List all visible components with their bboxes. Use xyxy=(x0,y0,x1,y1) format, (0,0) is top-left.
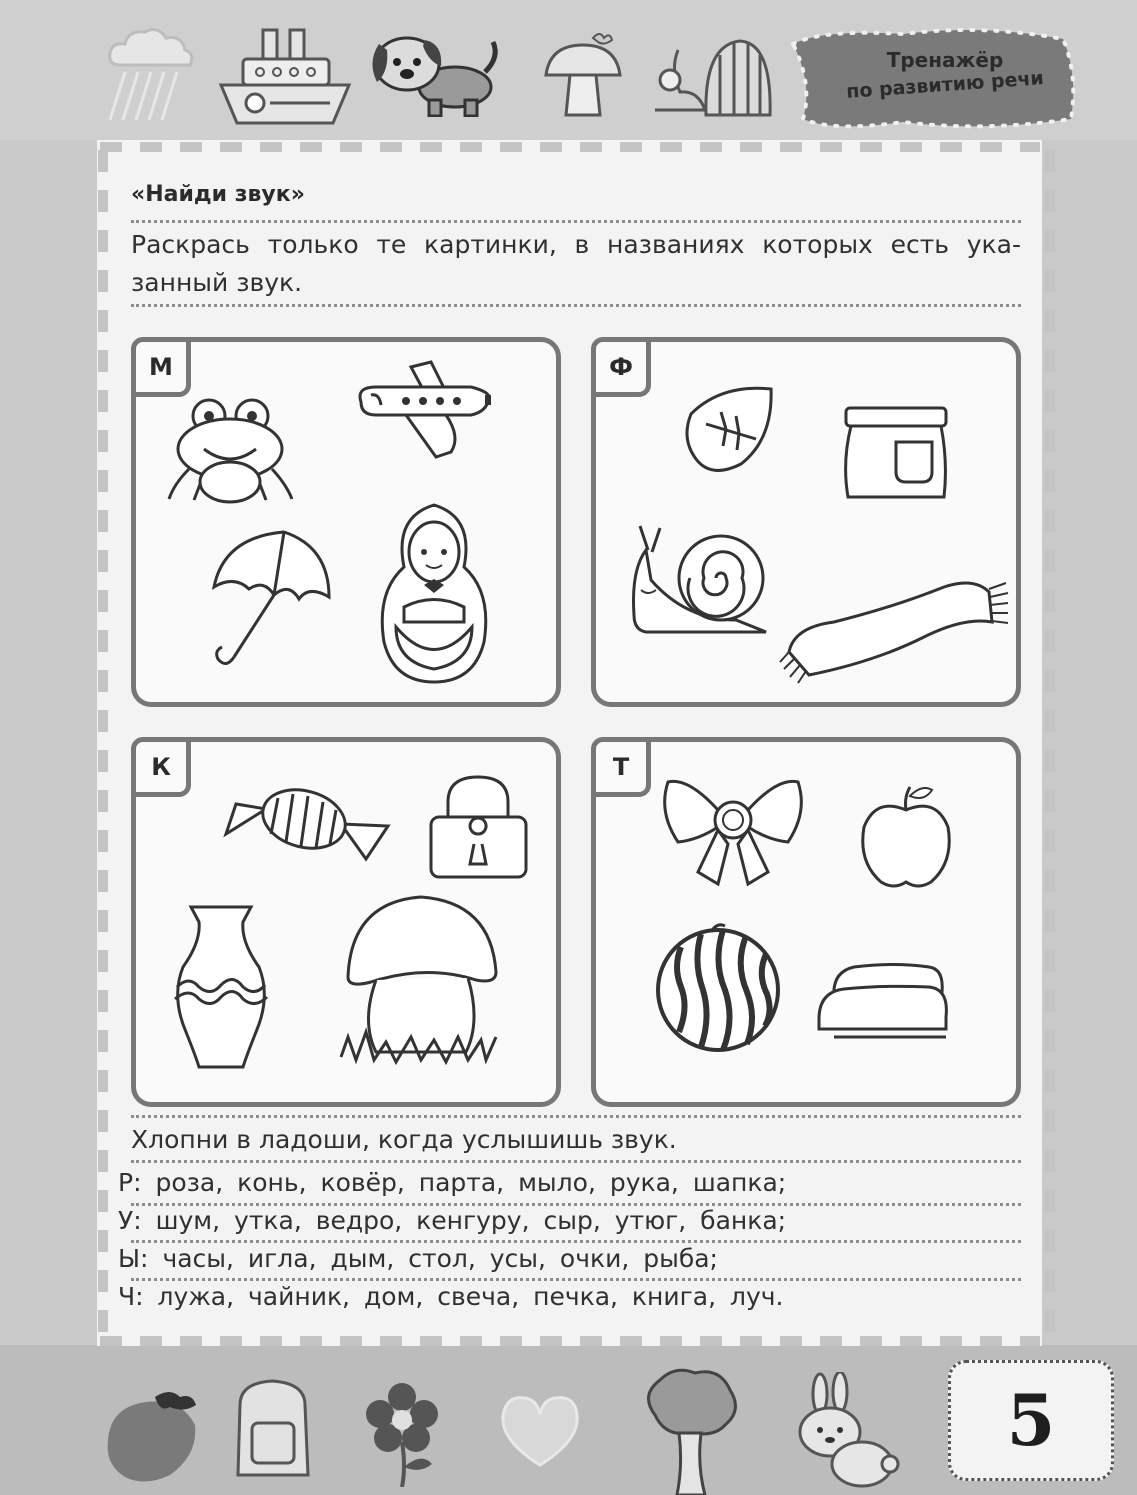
scarf-icon[interactable] xyxy=(774,567,1014,687)
dotted-rule xyxy=(131,1278,1021,1281)
ship-icon xyxy=(215,25,355,130)
sound-label: Ч: xyxy=(118,1282,144,1311)
exercise-instruction xyxy=(131,226,1021,302)
puppy-icon xyxy=(365,22,505,117)
sound-label: У: xyxy=(118,1206,142,1235)
flower-icon xyxy=(362,1382,442,1487)
panel-letter: Ф xyxy=(591,337,651,397)
sound-words: лужа, чайник, дом, свеча, печка, книга, луч. xyxy=(157,1282,784,1311)
tree-icon xyxy=(635,1365,745,1495)
badge-line-2: по развитию речи xyxy=(845,67,1045,103)
instruction-line-1: Раскрась только те картинки, в названиях которых есть ука- xyxy=(131,230,1021,259)
dotted-rule xyxy=(131,304,1021,307)
panel-sound-t xyxy=(591,737,1021,1107)
frame-dashes-top xyxy=(100,140,1040,154)
panel-sound-f xyxy=(591,337,1021,707)
sound-line-ch xyxy=(118,1282,1018,1311)
dotted-rule xyxy=(131,1115,1021,1118)
watermelon-icon[interactable] xyxy=(651,922,786,1057)
page-number: 5 xyxy=(948,1360,1114,1481)
frame-dashes-left xyxy=(96,150,110,1340)
panel-letter: М xyxy=(131,337,191,397)
clap-instruction: Хлопни в ладоши, когда услышишь звук. xyxy=(131,1125,677,1154)
panel-sound-m xyxy=(131,337,561,707)
leaf-icon[interactable] xyxy=(681,384,781,479)
frame-dashes-bottom xyxy=(100,1334,1040,1348)
frame-dashes-right xyxy=(1043,150,1057,1340)
panel-sound-k xyxy=(131,737,561,1107)
sound-label: Р: xyxy=(118,1168,142,1197)
panel-letter: Т xyxy=(591,737,651,797)
sound-line-r xyxy=(118,1168,1018,1197)
shoes-icon[interactable] xyxy=(814,957,954,1047)
heart-icon xyxy=(495,1390,585,1470)
sound-label: Ы: xyxy=(118,1244,149,1273)
mushroom-icon[interactable] xyxy=(336,892,511,1072)
matryoshka-icon[interactable] xyxy=(374,497,494,687)
mushroom-butterfly-icon xyxy=(538,30,628,120)
dotted-rule xyxy=(131,1160,1021,1163)
strawberry-icon xyxy=(100,1385,200,1485)
sound-words: шум, утка, ведро, кенгуру, сыр, утюг, банка; xyxy=(155,1206,787,1235)
dotted-rule xyxy=(131,1240,1021,1243)
airplane-icon[interactable] xyxy=(351,357,496,467)
vase-icon[interactable] xyxy=(171,897,271,1072)
sound-words: роза, конь, ковёр, парта, мыло, рука, шапка; xyxy=(155,1168,787,1197)
bunny-icon xyxy=(790,1372,900,1490)
candy-icon[interactable] xyxy=(216,764,391,874)
padlock-icon[interactable] xyxy=(426,772,531,882)
snail-icon[interactable] xyxy=(626,520,776,635)
header-badge-text xyxy=(815,48,1075,103)
umbrella-icon[interactable] xyxy=(204,527,334,667)
dotted-rule xyxy=(131,220,1021,223)
apple-icon[interactable] xyxy=(856,782,956,892)
instruction-line-2: занный звук. xyxy=(131,268,303,297)
badge-line-1: Тренажёр xyxy=(886,48,1004,72)
apron-icon[interactable] xyxy=(836,402,956,502)
snail-shell-icon xyxy=(700,35,775,120)
exercise-title: «Найди звук» xyxy=(131,182,305,207)
rain-cloud-icon xyxy=(100,20,200,125)
sound-line-u xyxy=(118,1206,1018,1235)
frog-icon[interactable] xyxy=(164,394,299,504)
backpack-icon xyxy=(230,1375,315,1485)
bow-icon[interactable] xyxy=(658,772,808,892)
panel-letter: К xyxy=(131,737,191,797)
sound-words: часы, игла, дым, стол, усы, очки, рыба; xyxy=(162,1244,718,1273)
sound-line-y xyxy=(118,1244,1018,1273)
